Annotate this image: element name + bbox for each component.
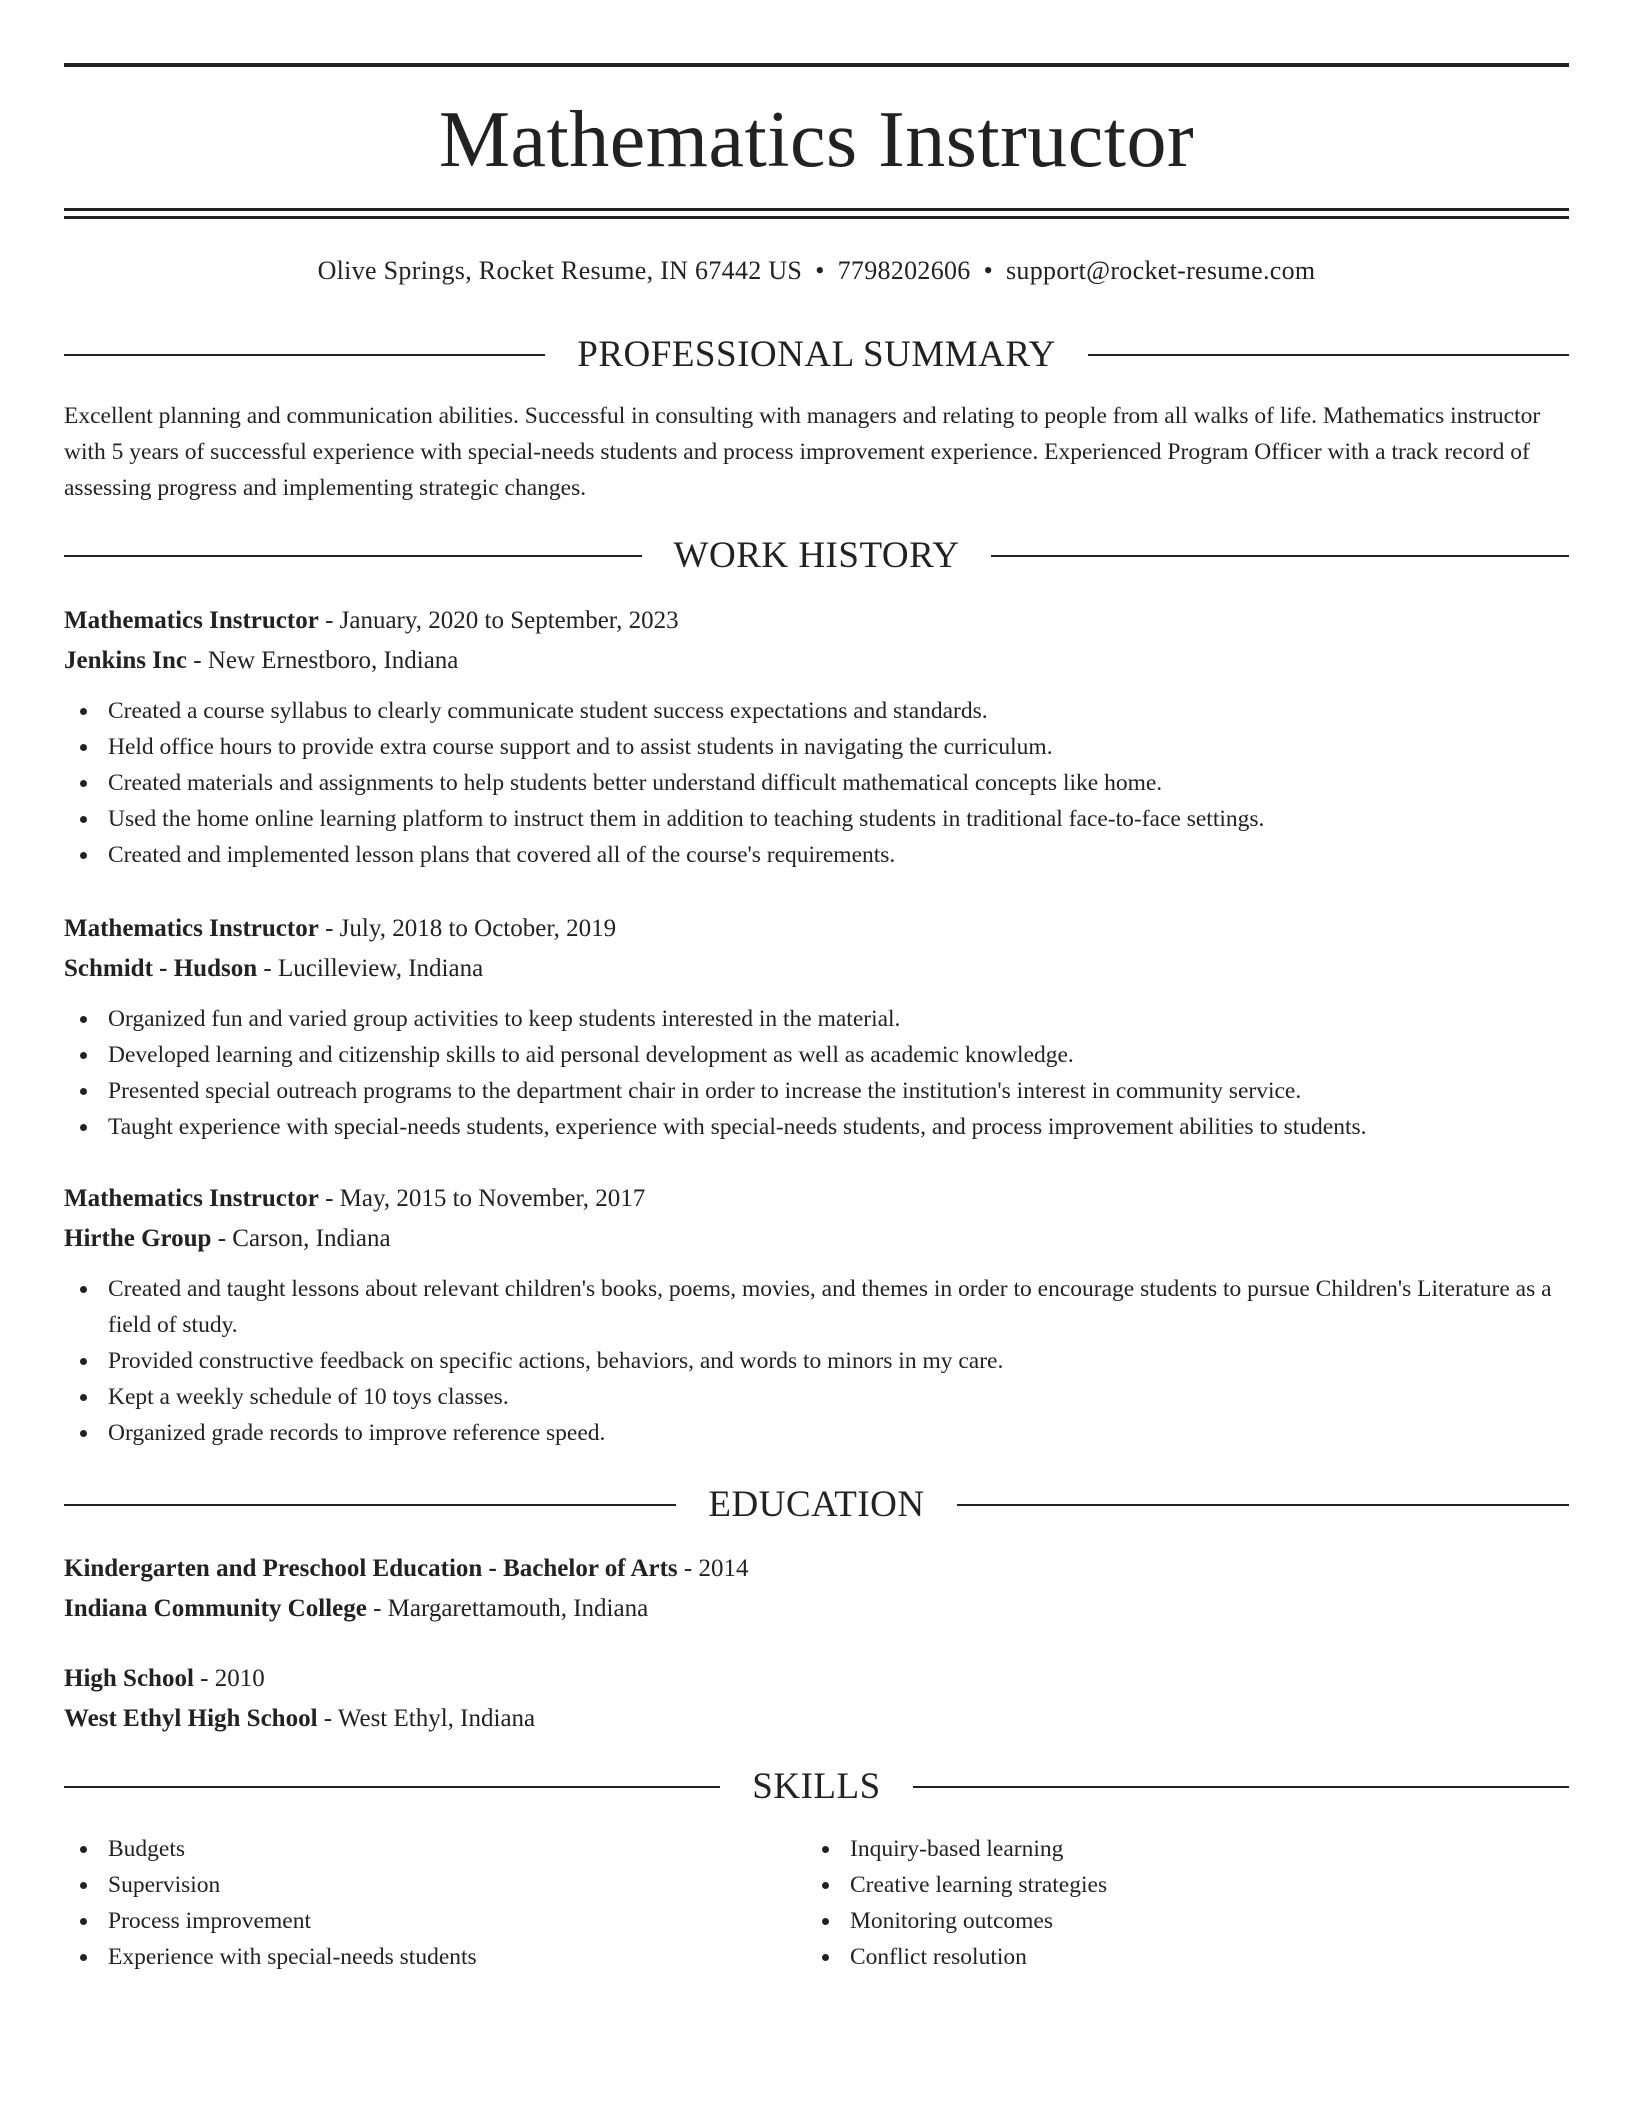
list-item: Created a course syllabus to clearly communicate student success expectations and standards.: [64, 693, 1569, 729]
section-heading-education: [64, 1483, 1569, 1527]
contact-address: Olive Springs, Rocket Resume, IN 67442 US: [317, 256, 803, 285]
job-company: Hirthe Group: [64, 1225, 212, 1252]
job-company: Schmidt - Hudson: [64, 955, 258, 982]
job-company-line: [64, 949, 1569, 989]
education-year: - 2014: [677, 1555, 749, 1582]
list-item: Provided constructive feedback on specific actions, behaviors, and words to minors in my care.: [64, 1343, 1569, 1379]
education-degree-line: [64, 1549, 1569, 1589]
list-item: Taught experience with special-needs students, experience with special-needs students, and process improvement abilities to students.: [64, 1109, 1569, 1145]
skills-column-right: [806, 1831, 1506, 1975]
list-item: Organized fun and varied group activities to keep students interested in the material.: [64, 1001, 1569, 1037]
summary-text: Excellent planning and communication abilities. Successful in consulting with managers and relating to people from all walks of life. Mathematics instructor with 5 years of successful experience with special-needs students and process improvement experience. Experienced Program Officer with a track record of assessing progress and implementing strategic changes.: [64, 403, 1541, 501]
list-item: Organized grade records to improve reference speed.: [64, 1415, 1569, 1451]
job-dates: - January, 2020 to September, 2023: [318, 607, 679, 634]
divider-line: [64, 1504, 676, 1506]
section-heading-work: [64, 534, 1569, 578]
divider-line: [64, 354, 545, 356]
job-bullets: [64, 693, 1569, 873]
skill-item: Experience with special-needs students: [64, 1939, 764, 1975]
list-item: Held office hours to provide extra course support and to assist students in navigating the curriculum.: [64, 729, 1569, 765]
header-rule-lower: [64, 216, 1569, 219]
section-heading-skills: [64, 1765, 1569, 1809]
education-school: Indiana Community College: [64, 1595, 367, 1622]
skill-item: Supervision: [64, 1867, 764, 1903]
job-bullets: [64, 1271, 1569, 1451]
skill-item: Process improvement: [64, 1903, 764, 1939]
header-top-rule: [64, 63, 1569, 67]
divider-line: [64, 1786, 720, 1788]
job-title-line: [64, 1179, 1569, 1219]
skill-item: Creative learning strategies: [806, 1867, 1506, 1903]
contact-separator: •: [815, 256, 825, 285]
job-dates: - May, 2015 to November, 2017: [318, 1185, 646, 1212]
section-title: PROFESSIONAL SUMMARY: [577, 334, 1056, 375]
skills-list: [64, 1831, 764, 1975]
job-location: - New Ernestboro, Indiana: [186, 647, 459, 674]
skills-column-left: [64, 1831, 764, 1975]
list-item: Created and taught lessons about relevant children's books, poems, movies, and themes in order to encourage students to pursue Children's Literature as a field of study.: [64, 1271, 1569, 1343]
job-title-line: [64, 601, 1569, 641]
education-school: West Ethyl High School: [64, 1705, 318, 1732]
education-location: - West Ethyl, Indiana: [317, 1705, 536, 1732]
job-company: Jenkins Inc: [64, 647, 187, 674]
contact-phone: 7798202606: [837, 256, 971, 285]
skill-item: Budgets: [64, 1831, 764, 1867]
divider-line: [64, 555, 642, 557]
job-title-line: [64, 909, 1569, 949]
list-item: Created and implemented lesson plans that covered all of the course's requirements.: [64, 837, 1569, 873]
contact-separator: •: [983, 256, 993, 285]
section-title: EDUCATION: [708, 1484, 925, 1525]
job-dates: - July, 2018 to October, 2019: [318, 915, 617, 942]
list-item: Developed learning and citizenship skills to aid personal development as well as academic knowledge.: [64, 1037, 1569, 1073]
education-degree-line: [64, 1659, 1569, 1699]
header-rule-upper: [64, 208, 1569, 211]
job-location: - Carson, Indiana: [211, 1225, 391, 1252]
job-entry: [64, 601, 1569, 873]
page-title: Mathematics Instructor: [438, 96, 1195, 184]
education-entry: [64, 1549, 1569, 1629]
skill-item: Monitoring outcomes: [806, 1903, 1506, 1939]
contact-line: [64, 253, 1569, 289]
job-entry: [64, 1179, 1569, 1451]
education-school-line: [64, 1589, 1569, 1629]
divider-line: [957, 1504, 1569, 1506]
education-entry: [64, 1659, 1569, 1739]
list-item: Used the home online learning platform to instruct them in addition to teaching students in traditional face-to-face settings.: [64, 801, 1569, 837]
job-company-line: [64, 641, 1569, 681]
list-item: Kept a weekly schedule of 10 toys classes.: [64, 1379, 1569, 1415]
job-title: Mathematics Instructor: [64, 1185, 319, 1212]
education-school-line: [64, 1699, 1569, 1739]
education-year: - 2010: [193, 1665, 265, 1692]
section-title: WORK HISTORY: [673, 535, 960, 576]
skill-item: Inquiry-based learning: [806, 1831, 1506, 1867]
job-title: Mathematics Instructor: [64, 607, 319, 634]
skills-list: [806, 1831, 1506, 1975]
divider-line: [913, 1786, 1569, 1788]
job-company-line: [64, 1219, 1569, 1259]
job-location: - Lucilleview, Indiana: [257, 955, 484, 982]
job-bullets: [64, 1001, 1569, 1145]
education-location: - Margarettamouth, Indiana: [366, 1595, 649, 1622]
section-heading-summary: [64, 333, 1569, 377]
job-entry: [64, 909, 1569, 1145]
skill-item: Conflict resolution: [806, 1939, 1506, 1975]
contact-email: support@rocket-resume.com: [1006, 256, 1316, 285]
list-item: Created materials and assignments to help students better understand difficult mathematical concepts like home.: [64, 765, 1569, 801]
job-title: Mathematics Instructor: [64, 915, 319, 942]
divider-line: [1088, 354, 1569, 356]
list-item: Presented special outreach programs to the department chair in order to increase the institution's interest in community service.: [64, 1073, 1569, 1109]
section-title: SKILLS: [752, 1766, 881, 1807]
education-degree: High School: [64, 1665, 194, 1692]
education-degree: Kindergarten and Preschool Education - Bachelor of Arts: [64, 1555, 678, 1582]
divider-line: [991, 555, 1569, 557]
